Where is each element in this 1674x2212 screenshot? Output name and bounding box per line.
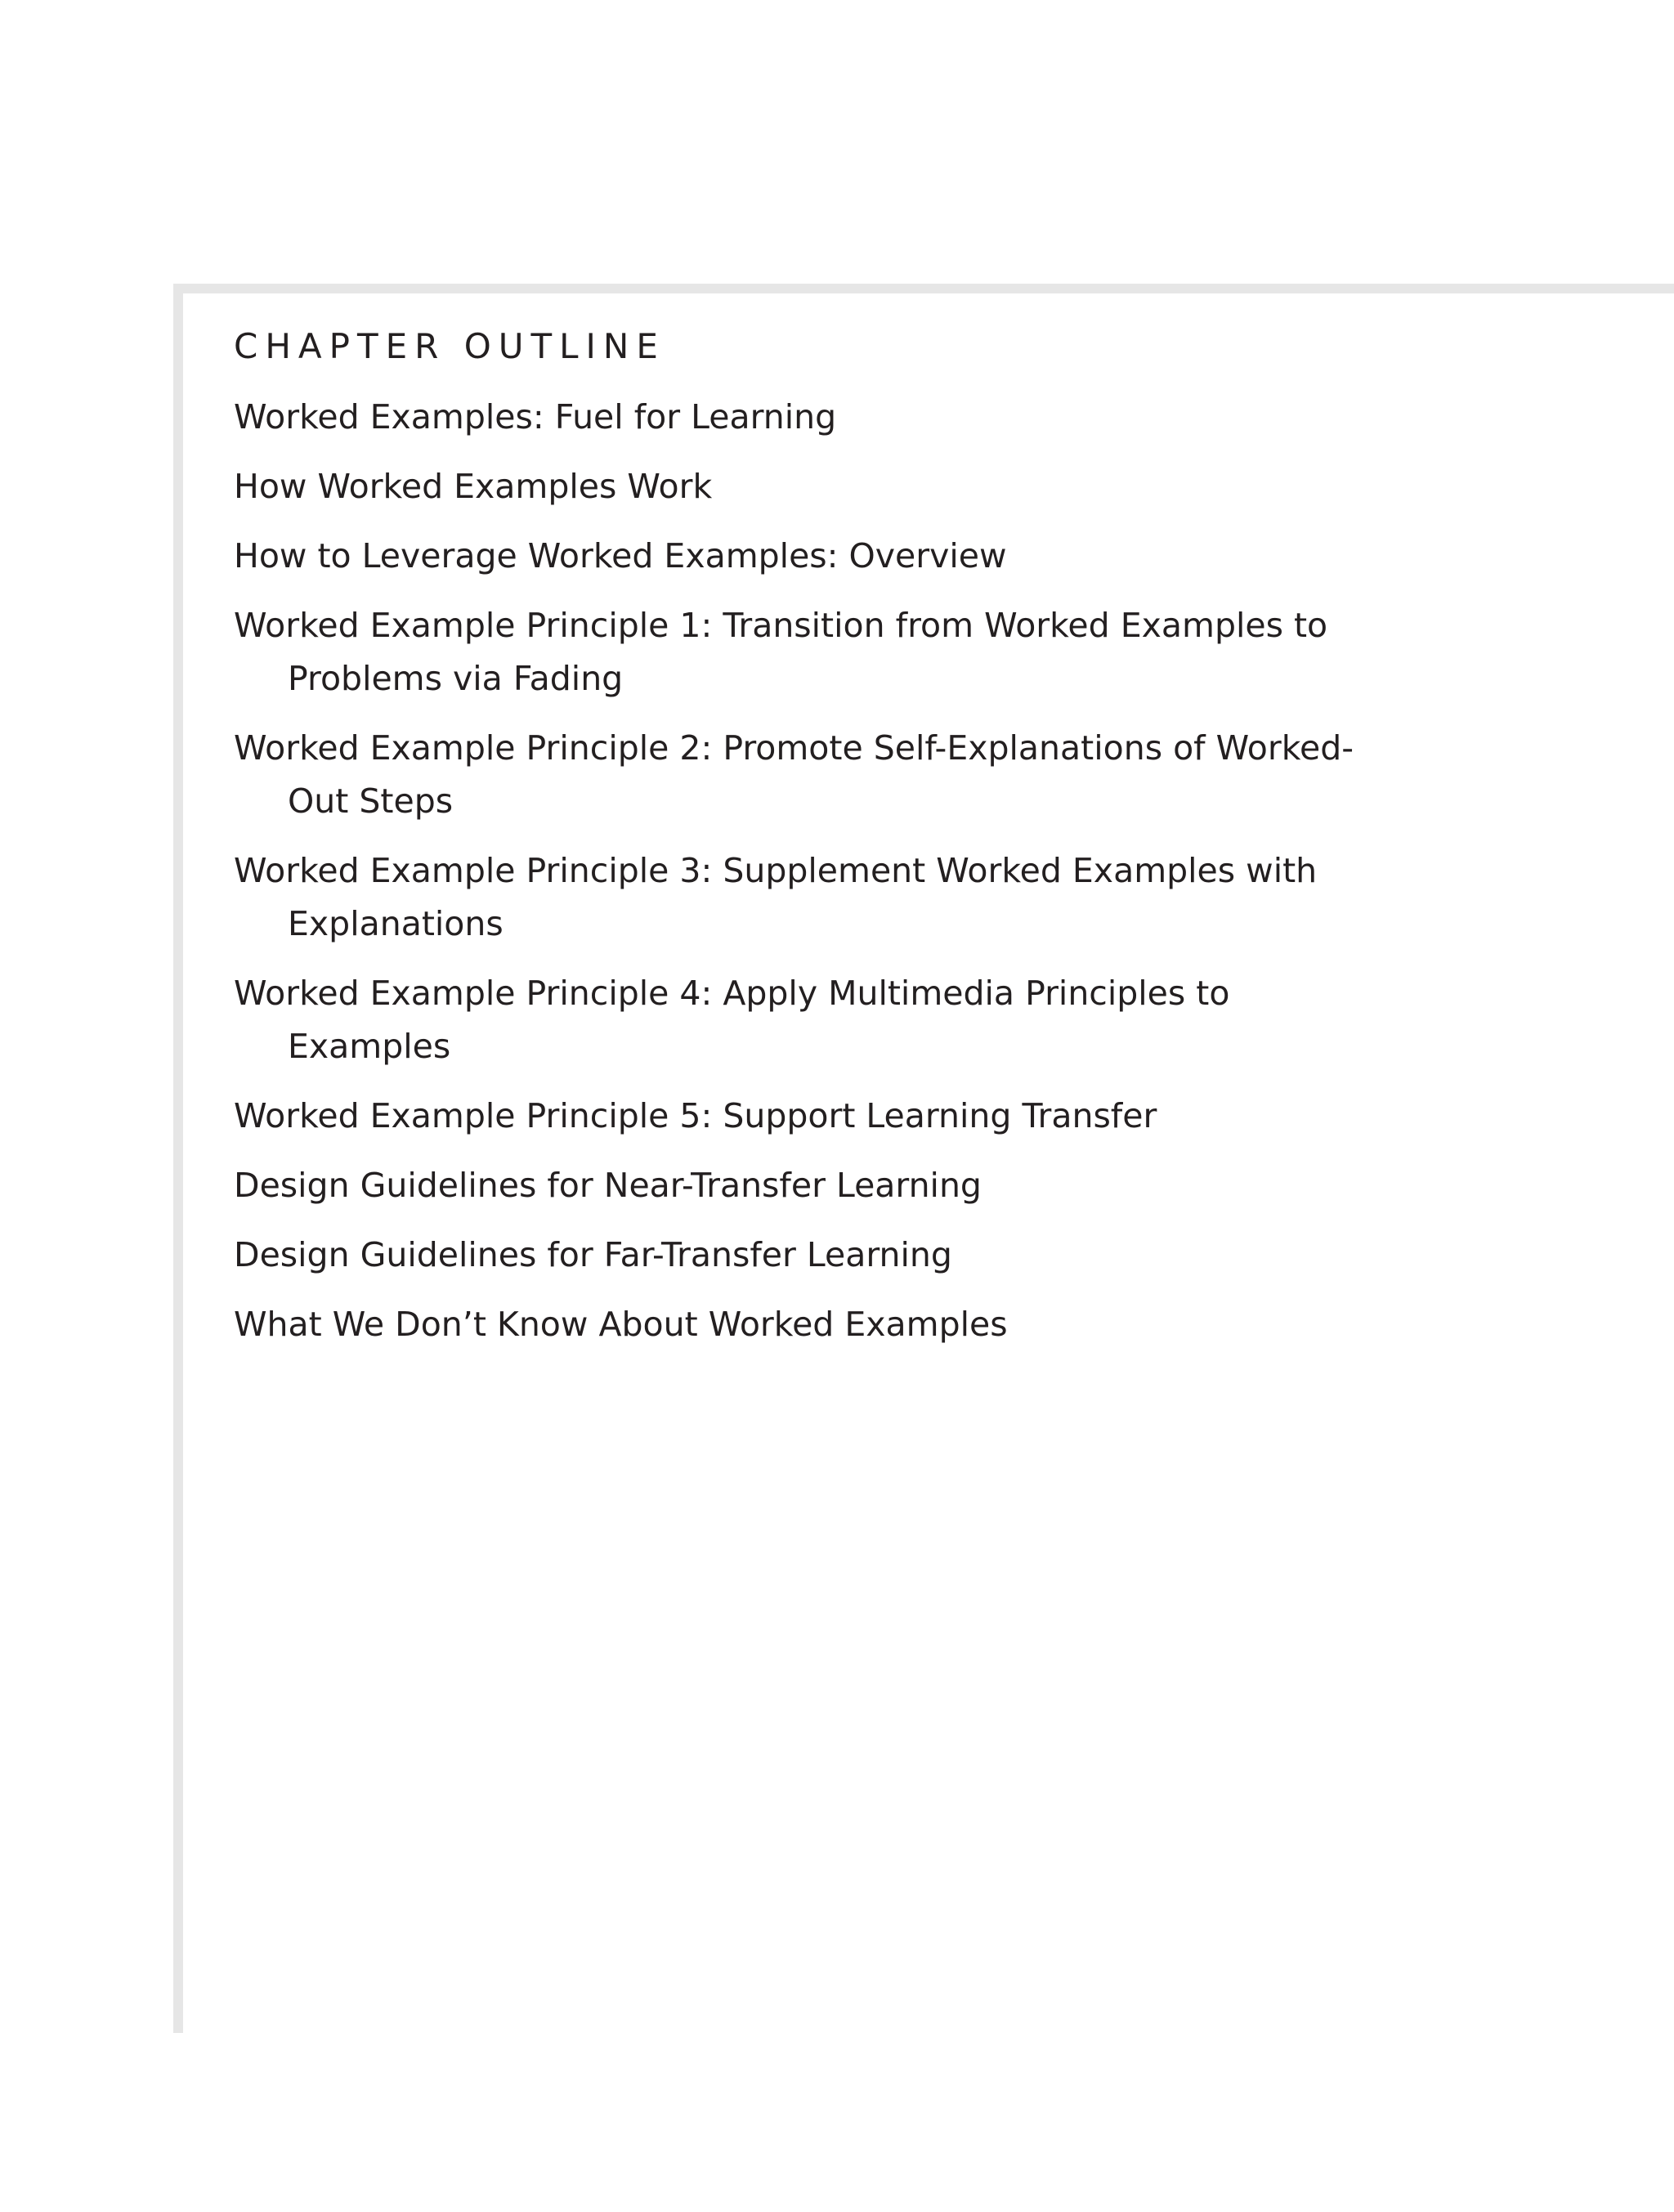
outline-item: What We Don’t Know About Worked Examples	[234, 1305, 1008, 1344]
outline-frame-top-border	[173, 284, 1674, 293]
chapter-outline-heading: CHAPTER OUTLINE	[234, 326, 665, 366]
chapter-outline-list	[234, 391, 1394, 1368]
outline-item: Worked Examples: Fuel for Learning	[234, 397, 837, 437]
outline-item: Worked Example Principle 2: Promote Self-Explanations of Worked-Out Steps	[234, 728, 1354, 821]
outline-item: Worked Example Principle 3: Supplement Worked Examples with Explanations	[234, 851, 1318, 943]
outline-item: Worked Example Principle 1: Transition from Worked Examples to Problems via Fading	[234, 606, 1328, 698]
outline-item: How to Leverage Worked Examples: Overview	[234, 536, 1007, 575]
outline-item: How Worked Examples Work	[234, 467, 713, 506]
outline-item: Worked Example Principle 4: Apply Multimedia Principles to Examples	[234, 974, 1230, 1066]
outline-item: Worked Example Principle 5: Support Learning Transfer	[234, 1096, 1157, 1135]
outline-item: Design Guidelines for Near-Transfer Learning	[234, 1166, 982, 1205]
outline-frame-left-border	[173, 284, 183, 2033]
outline-item: Design Guidelines for Far-Transfer Learning	[234, 1235, 952, 1274]
